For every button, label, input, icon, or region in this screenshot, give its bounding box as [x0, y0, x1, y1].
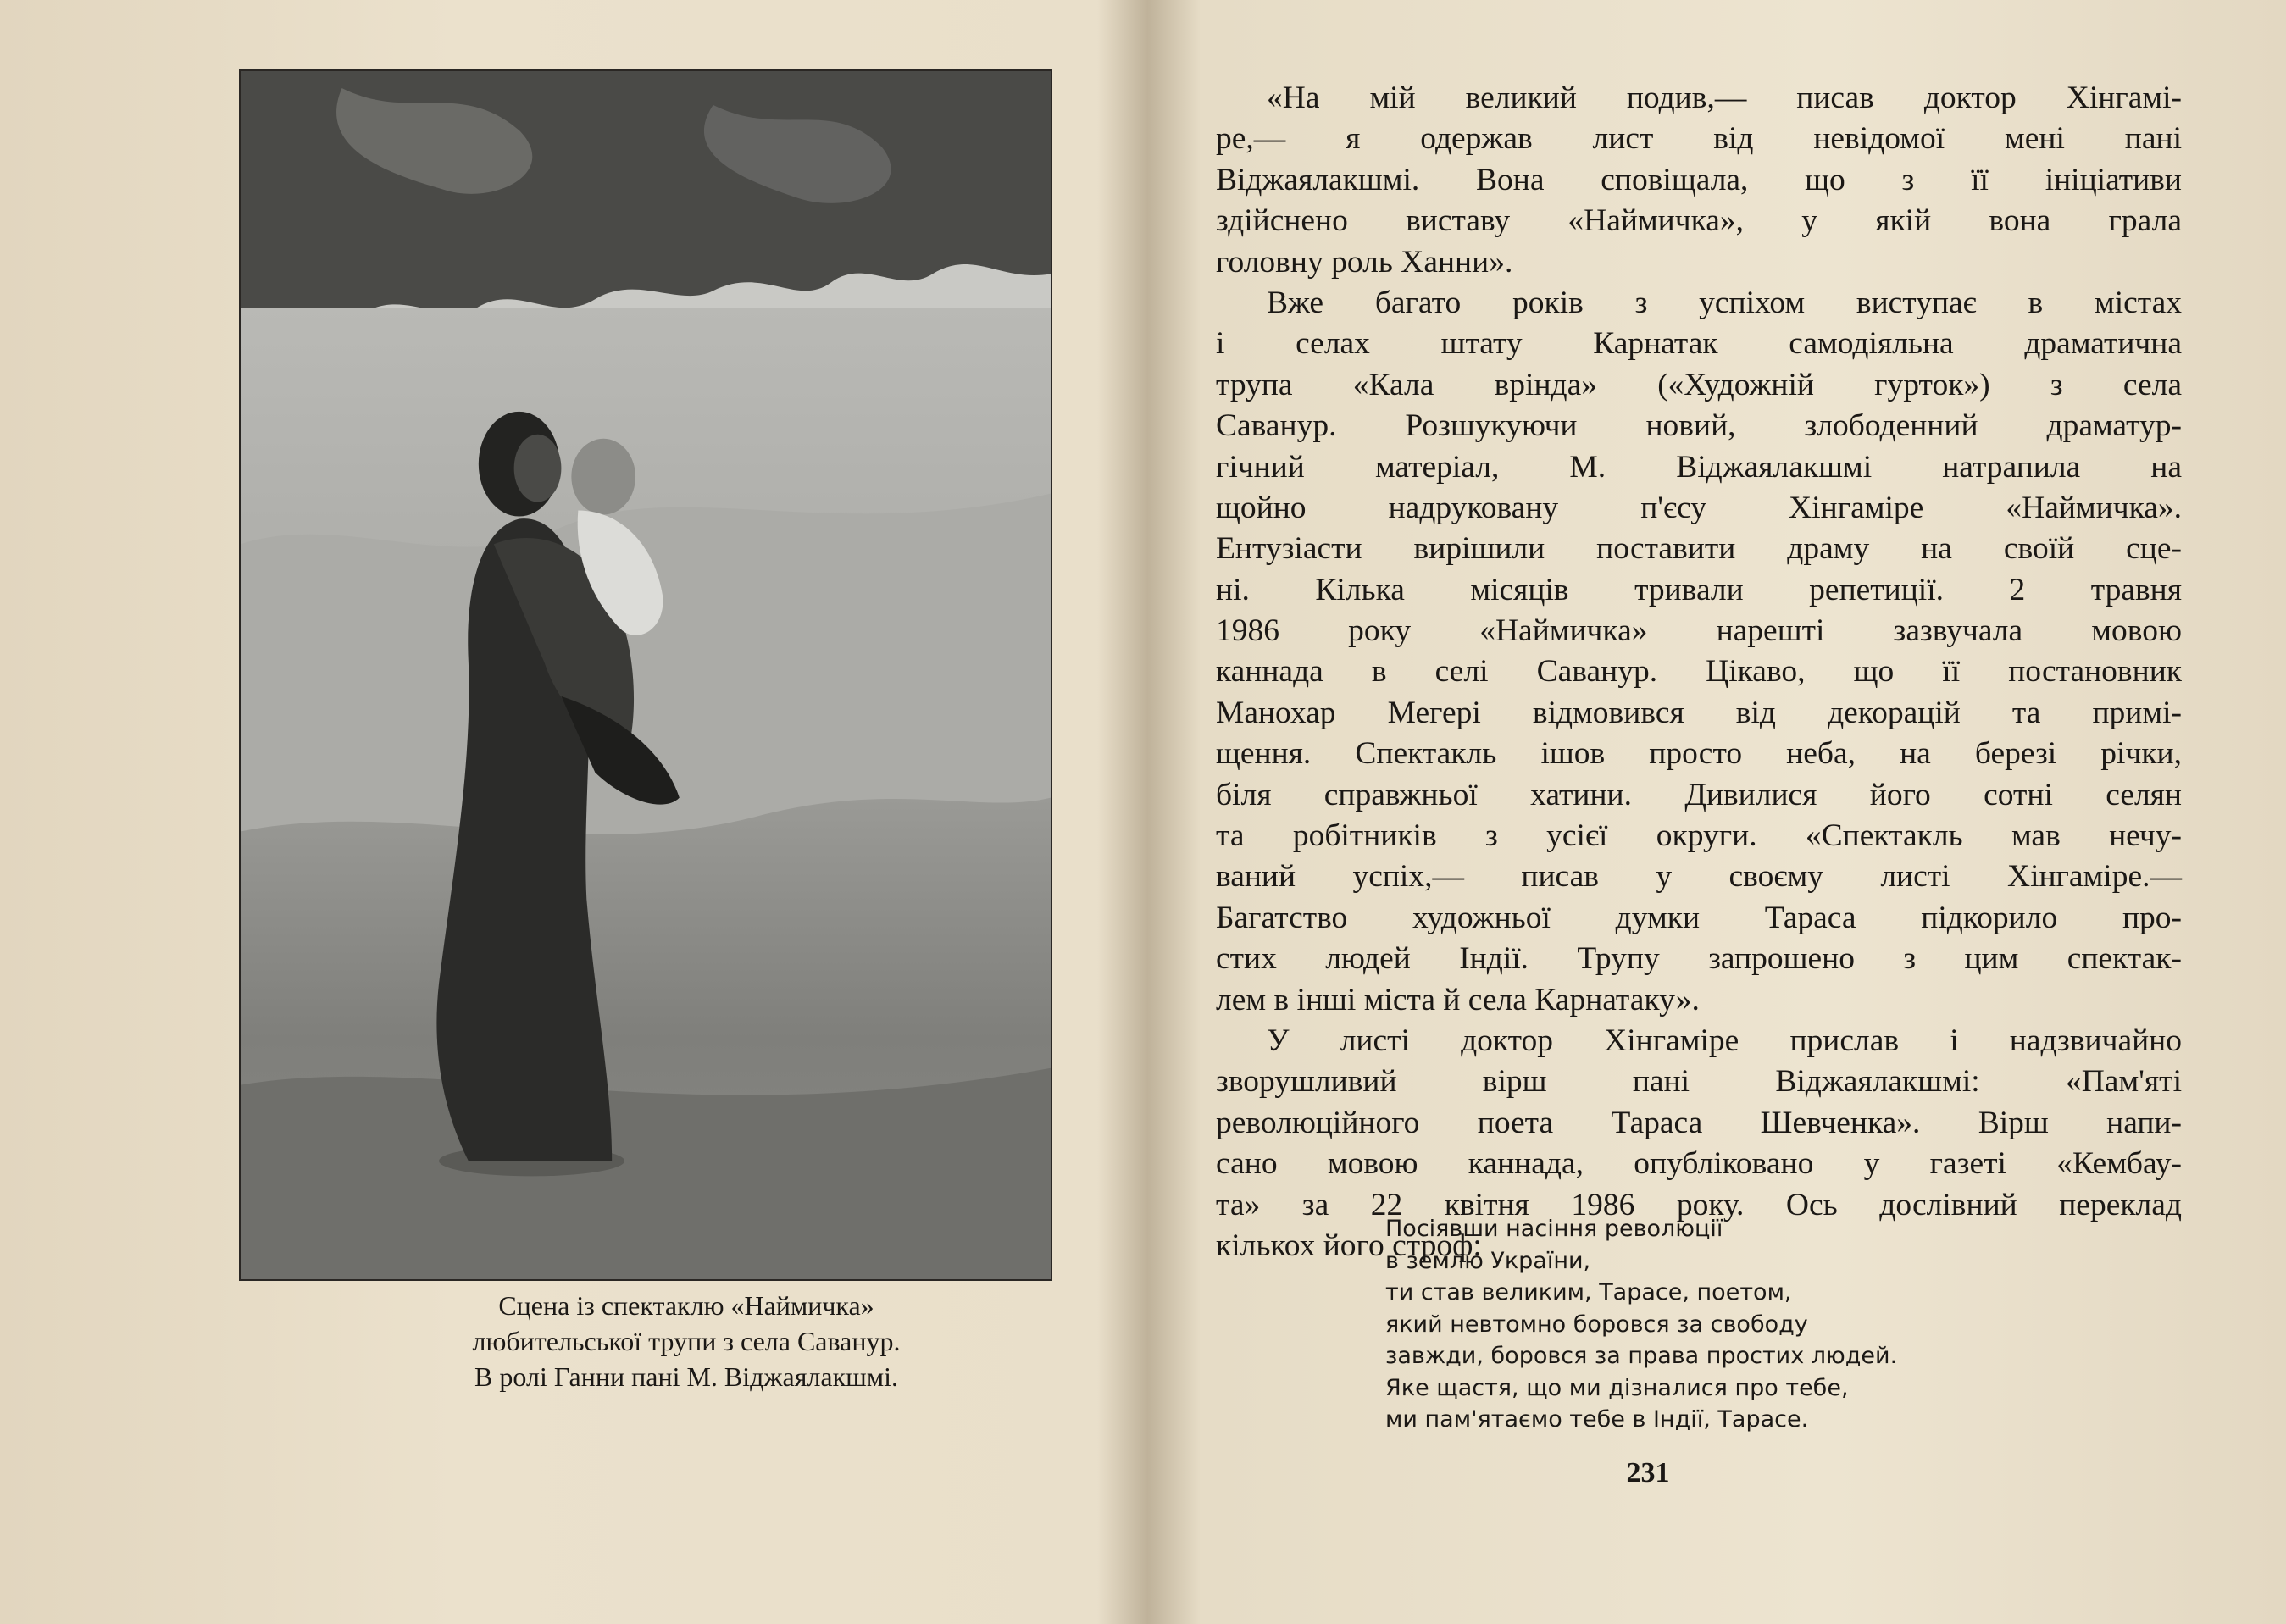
text-line: та робітників з усієї округи. «Спектакль мав нечу-: [1216, 818, 2182, 854]
right-page: [1140, 0, 2286, 1624]
text-line: лем в інші міста й села Карнатаку».: [1216, 982, 1700, 1017]
theatre-scene-photo: [239, 69, 1052, 1281]
poem-line: завжди, боровся за права простих людей.: [1385, 1343, 1898, 1369]
left-page: [0, 0, 1140, 1624]
text-line: революційного поета Тараса Шевченка». Вірш напи-: [1216, 1105, 2182, 1140]
text-line: здійснено виставу «Наймичка», у якій вона грала: [1216, 203, 2182, 239]
text-line: У листі доктор Хінгаміре прислав і надзвичайно: [1267, 1023, 2182, 1058]
text-line: стих людей Індії. Трупу запрошено з цим спектак-: [1216, 941, 2182, 977]
text-line: Віджаялакшмі. Вона сповіщала, що з її ініціативи: [1216, 162, 2182, 197]
text-line: трупа «Кала врінда» («Художній гурток») з села: [1216, 367, 2182, 402]
poem-line: Яке щастя, що ми дізналися про тебе,: [1385, 1374, 1849, 1401]
text-line: кількох його строф:: [1216, 1228, 1482, 1263]
text-line: ре,— я одержав лист від невідомої мені пані: [1216, 121, 2182, 157]
poem-line: ти став великим, Тарасе, поетом,: [1385, 1279, 1792, 1305]
text-line: ваний успіх,— писав у своєму листі Хінгаміре.—: [1216, 859, 2182, 895]
photo-caption: [322, 1288, 1051, 1394]
poem-line: Посіявши насіння революції: [1385, 1216, 1723, 1242]
text-line: Манохар Мегері відмовився від декорацій та примі-: [1216, 695, 2182, 730]
poem-line: який невтомно боровся за свободу: [1385, 1311, 1808, 1338]
text-line: щення. Спектакль ішов просто неба, на березі річки,: [1216, 736, 2182, 772]
caption-line: любительської трупи з села Саванур.: [472, 1326, 901, 1356]
poem-line: в землю України,: [1385, 1247, 1591, 1274]
photo-illustration: [241, 71, 1051, 1279]
text-line: зворушливий вірш пані Віджаялакшмі: «Пам'яті: [1216, 1064, 2182, 1100]
text-line: сано мовою каннада, опубліковано у газеті «Кембау-: [1216, 1146, 2182, 1182]
text-line: Вже багато років з успіхом виступає в містах: [1267, 285, 2182, 320]
poem: [1385, 1213, 2165, 1436]
caption-line: Сцена із спектаклю «Наймичка»: [498, 1290, 874, 1321]
text-line: біля справжньої хатини. Дивилися його сотні селян: [1216, 777, 2182, 812]
caption-line: В ролі Ганни пані М. Віджаялакшмі.: [474, 1361, 898, 1392]
text-line: ні. Кілька місяців тривали репетиції. 2 травня: [1216, 572, 2182, 607]
text-line: гічний матеріал, М. Віджаялакшмі натрапила на: [1216, 449, 2182, 485]
text-line: Ентузіасти вирішили поставити драму на своїй сце-: [1216, 531, 2182, 567]
text-line: та» за 22 квітня 1986 року. Ось дослівний переклад: [1216, 1187, 2182, 1222]
text-line: і селах штату Карнатак самодіяльна драматична: [1216, 326, 2182, 362]
page-number: 231: [1626, 1457, 1670, 1488]
text-line: щойно надруковану п'єсу Хінгаміре «Наймичка».: [1216, 490, 2182, 525]
poem-line: ми пам'ятаємо тебе в Індії, Тарасе.: [1385, 1406, 1809, 1433]
text-line: «На мій великий подив,— писав доктор Хінгамі-: [1267, 80, 2182, 115]
text-line: Саванур. Розшукуючи новий, злободенний драматур-: [1216, 408, 2182, 444]
text-line: Багатство художньої думки Тараса підкорило про-: [1216, 900, 2182, 935]
text-line: головну роль Ханни».: [1216, 244, 1513, 280]
text-line: каннада в селі Саванур. Цікаво, що її постановник: [1216, 654, 2182, 690]
text-line: 1986 року «Наймичка» нарешті зазвучала мовою: [1216, 613, 2182, 649]
main-text: [1216, 78, 2182, 1266]
